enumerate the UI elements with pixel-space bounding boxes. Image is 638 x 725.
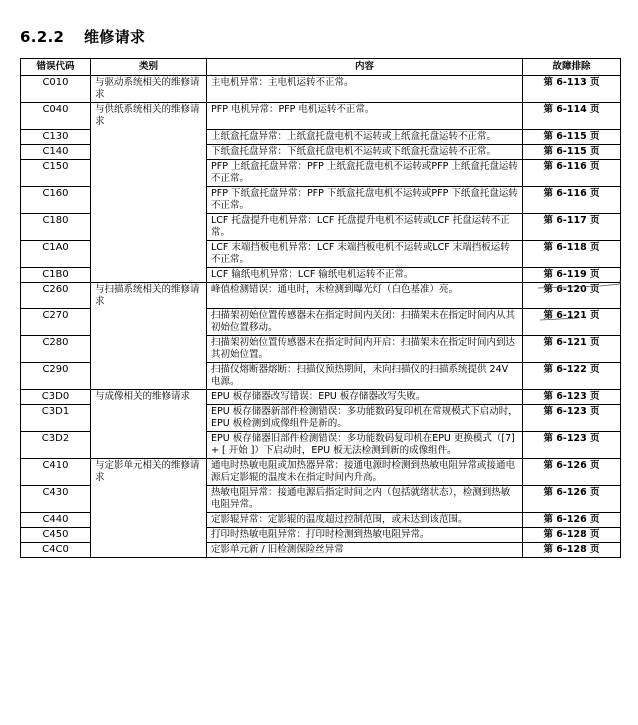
content-cell: EPU 板存储器改写错误：EPU 板存储器改写失败。 xyxy=(207,390,523,405)
category-cell xyxy=(91,213,207,240)
table-row xyxy=(21,267,621,282)
troubleshooting-ref-cell: 第 6-123 页 xyxy=(523,390,621,405)
troubleshooting-ref-cell: 第 6-128 页 xyxy=(523,528,621,543)
column-header-ref: 故障排除 xyxy=(523,59,621,76)
troubleshooting-ref-cell: 第 6-115 页 xyxy=(523,129,621,144)
error-code-cell: C040 xyxy=(21,103,91,130)
error-code-cell: C180 xyxy=(21,213,91,240)
category-cell xyxy=(91,240,207,267)
error-code-cell: C260 xyxy=(21,282,91,309)
table-row xyxy=(21,405,621,432)
category-cell xyxy=(91,186,207,213)
table-row xyxy=(21,213,621,240)
table-row xyxy=(21,129,621,144)
troubleshooting-ref-cell: 第 6-123 页 xyxy=(523,405,621,432)
error-code-cell: C290 xyxy=(21,363,91,390)
content-cell: EPU 板存储器新部件检测错误：多功能数码复印机在常规模式下启动时， EPU 板检测到成像组件是新的。 xyxy=(207,405,523,432)
troubleshooting-ref-cell: 第 6-123 页 xyxy=(523,432,621,459)
section-title: 维修请求 xyxy=(84,28,146,46)
table-row xyxy=(21,528,621,543)
error-code-cell: C3D0 xyxy=(21,390,91,405)
category-cell xyxy=(91,363,207,390)
column-header-category: 类别 xyxy=(91,59,207,76)
section-number: 6.2.2 xyxy=(20,28,65,46)
content-cell: 扫描仪熔断器熔断：扫描仪预热期间，未向扫描仪的扫描系统提供 24V 电源。 xyxy=(207,363,523,390)
error-code-cell: C150 xyxy=(21,159,91,186)
table-row xyxy=(21,159,621,186)
table-body xyxy=(21,76,621,558)
category-cell: 与定影单元相关的维修请求 xyxy=(91,459,207,486)
category-cell xyxy=(91,309,207,336)
content-cell: 扫描架初始位置传感器未在指定时间内开启：扫描架未在指定时间内到达其初始位置。 xyxy=(207,336,523,363)
error-code-cell: C450 xyxy=(21,528,91,543)
table-row xyxy=(21,390,621,405)
troubleshooting-ref-cell: 第 6-120 页 xyxy=(523,282,621,309)
error-code-cell: C430 xyxy=(21,486,91,513)
table-row xyxy=(21,309,621,336)
content-cell: LCF 末端挡板电机异常：LCF 末端挡板电机不运转或LCF 末端挡板运转不正常。 xyxy=(207,240,523,267)
table-row xyxy=(21,432,621,459)
content-cell: 主电机异常：主电机运转不正常。 xyxy=(207,76,523,103)
error-code-cell: C3D1 xyxy=(21,405,91,432)
table-row xyxy=(21,282,621,309)
category-cell xyxy=(91,129,207,144)
category-cell xyxy=(91,486,207,513)
service-call-table xyxy=(20,58,621,558)
troubleshooting-ref-cell: 第 6-126 页 xyxy=(523,486,621,513)
troubleshooting-ref-cell: 第 6-115 页 xyxy=(523,144,621,159)
table-row xyxy=(21,363,621,390)
error-code-cell: C4C0 xyxy=(21,543,91,558)
category-cell xyxy=(91,405,207,432)
content-cell: PFP 电机异常：PFP 电机运转不正常。 xyxy=(207,103,523,130)
content-cell: EPU 板存储器旧部件检测错误：多功能数码复印机在EPU 更换模式（[7] + [ 开始 ]）下启动时，EPU 板无法检测到新的成像组件。 xyxy=(207,432,523,459)
content-cell: 下纸盒托盘异常：下纸盒托盘电机不运转或下纸盒托盘运转不正常。 xyxy=(207,144,523,159)
content-cell: 峰值检测错误：通电时，未检测到曝光灯（白色基准）亮。 xyxy=(207,282,523,309)
category-cell: 与供纸系统相关的维修请求 xyxy=(91,103,207,130)
error-code-cell: C440 xyxy=(21,513,91,528)
content-cell: 上纸盒托盘异常：上纸盒托盘电机不运转或上纸盒托盘运转不正常。 xyxy=(207,129,523,144)
content-cell: 定影辊异常：定影辊的温度超过控制范围，或未达到该范围。 xyxy=(207,513,523,528)
troubleshooting-ref-cell: 第 6-116 页 xyxy=(523,159,621,186)
content-cell: 热敏电阻异常：接通电源后指定时间之内（包括就绪状态），检测到热敏电阻异常。 xyxy=(207,486,523,513)
error-code-cell: C410 xyxy=(21,459,91,486)
category-cell xyxy=(91,543,207,558)
troubleshooting-ref-cell: 第 6-113 页 xyxy=(523,76,621,103)
error-code-cell: C270 xyxy=(21,309,91,336)
error-code-cell: C280 xyxy=(21,336,91,363)
error-code-cell: C1A0 xyxy=(21,240,91,267)
troubleshooting-ref-cell: 第 6-128 页 xyxy=(523,543,621,558)
content-cell: LCF 输纸电机异常：LCF 输纸电机运转不正常。 xyxy=(207,267,523,282)
troubleshooting-ref-cell: 第 6-126 页 xyxy=(523,459,621,486)
error-code-cell: C010 xyxy=(21,76,91,103)
troubleshooting-ref-cell: 第 6-119 页 xyxy=(523,267,621,282)
content-cell: PFP 下纸盒托盘异常：PFP 下纸盒托盘电机不运转或PFP 下纸盒托盘运转不正常。 xyxy=(207,186,523,213)
table-row xyxy=(21,486,621,513)
troubleshooting-ref-cell: 第 6-126 页 xyxy=(523,513,621,528)
category-cell xyxy=(91,159,207,186)
category-cell: 与扫描系统相关的维修请求 xyxy=(91,282,207,309)
content-cell: 扫描架初始位置传感器未在指定时间内关闭：扫描架未在指定时间内从其初始位置移动。 xyxy=(207,309,523,336)
content-cell: PFP 上纸盒托盘异常：PFP 上纸盒托盘电机不运转或PFP 上纸盒托盘运转不正常。 xyxy=(207,159,523,186)
troubleshooting-ref-cell: 第 6-121 页 xyxy=(523,309,621,336)
table-row xyxy=(21,543,621,558)
table-row xyxy=(21,186,621,213)
content-cell: LCF 托盘提升电机异常：LCF 托盘提升电机不运转或LCF 托盘运转不正常。 xyxy=(207,213,523,240)
category-cell xyxy=(91,528,207,543)
category-cell xyxy=(91,336,207,363)
table-row xyxy=(21,240,621,267)
troubleshooting-ref-cell: 第 6-121 页 xyxy=(523,336,621,363)
table-row xyxy=(21,144,621,159)
column-header-code: 错误代码 xyxy=(21,59,91,76)
table-row xyxy=(21,103,621,130)
category-cell: 与成像相关的维修请求 xyxy=(91,390,207,405)
table-header-row xyxy=(21,59,621,76)
category-cell: 与驱动系统相关的维修请求 xyxy=(91,76,207,103)
category-cell xyxy=(91,432,207,459)
table-row xyxy=(21,336,621,363)
error-code-cell: C130 xyxy=(21,129,91,144)
troubleshooting-ref-cell: 第 6-114 页 xyxy=(523,103,621,130)
table-row xyxy=(21,76,621,103)
error-code-cell: C140 xyxy=(21,144,91,159)
error-code-cell: C3D2 xyxy=(21,432,91,459)
table-row xyxy=(21,513,621,528)
table-row xyxy=(21,459,621,486)
category-cell xyxy=(91,513,207,528)
category-cell xyxy=(91,267,207,282)
content-cell: 定影单元新 / 旧检测保险丝异常 xyxy=(207,543,523,558)
error-code-cell: C160 xyxy=(21,186,91,213)
troubleshooting-ref-cell: 第 6-118 页 xyxy=(523,240,621,267)
section-heading xyxy=(20,26,145,47)
troubleshooting-ref-cell: 第 6-116 页 xyxy=(523,186,621,213)
troubleshooting-ref-cell: 第 6-122 页 xyxy=(523,363,621,390)
troubleshooting-ref-cell: 第 6-117 页 xyxy=(523,213,621,240)
content-cell: 通电时热敏电阻或加热器异常：接通电源时检测到热敏电阻异常或接通电源后定影辊的温度未在指定时间内升高。 xyxy=(207,459,523,486)
error-code-cell: C1B0 xyxy=(21,267,91,282)
category-cell xyxy=(91,144,207,159)
content-cell: 打印时热敏电阻异常：打印时检测到热敏电阻异常。 xyxy=(207,528,523,543)
column-header-content: 内容 xyxy=(207,59,523,76)
